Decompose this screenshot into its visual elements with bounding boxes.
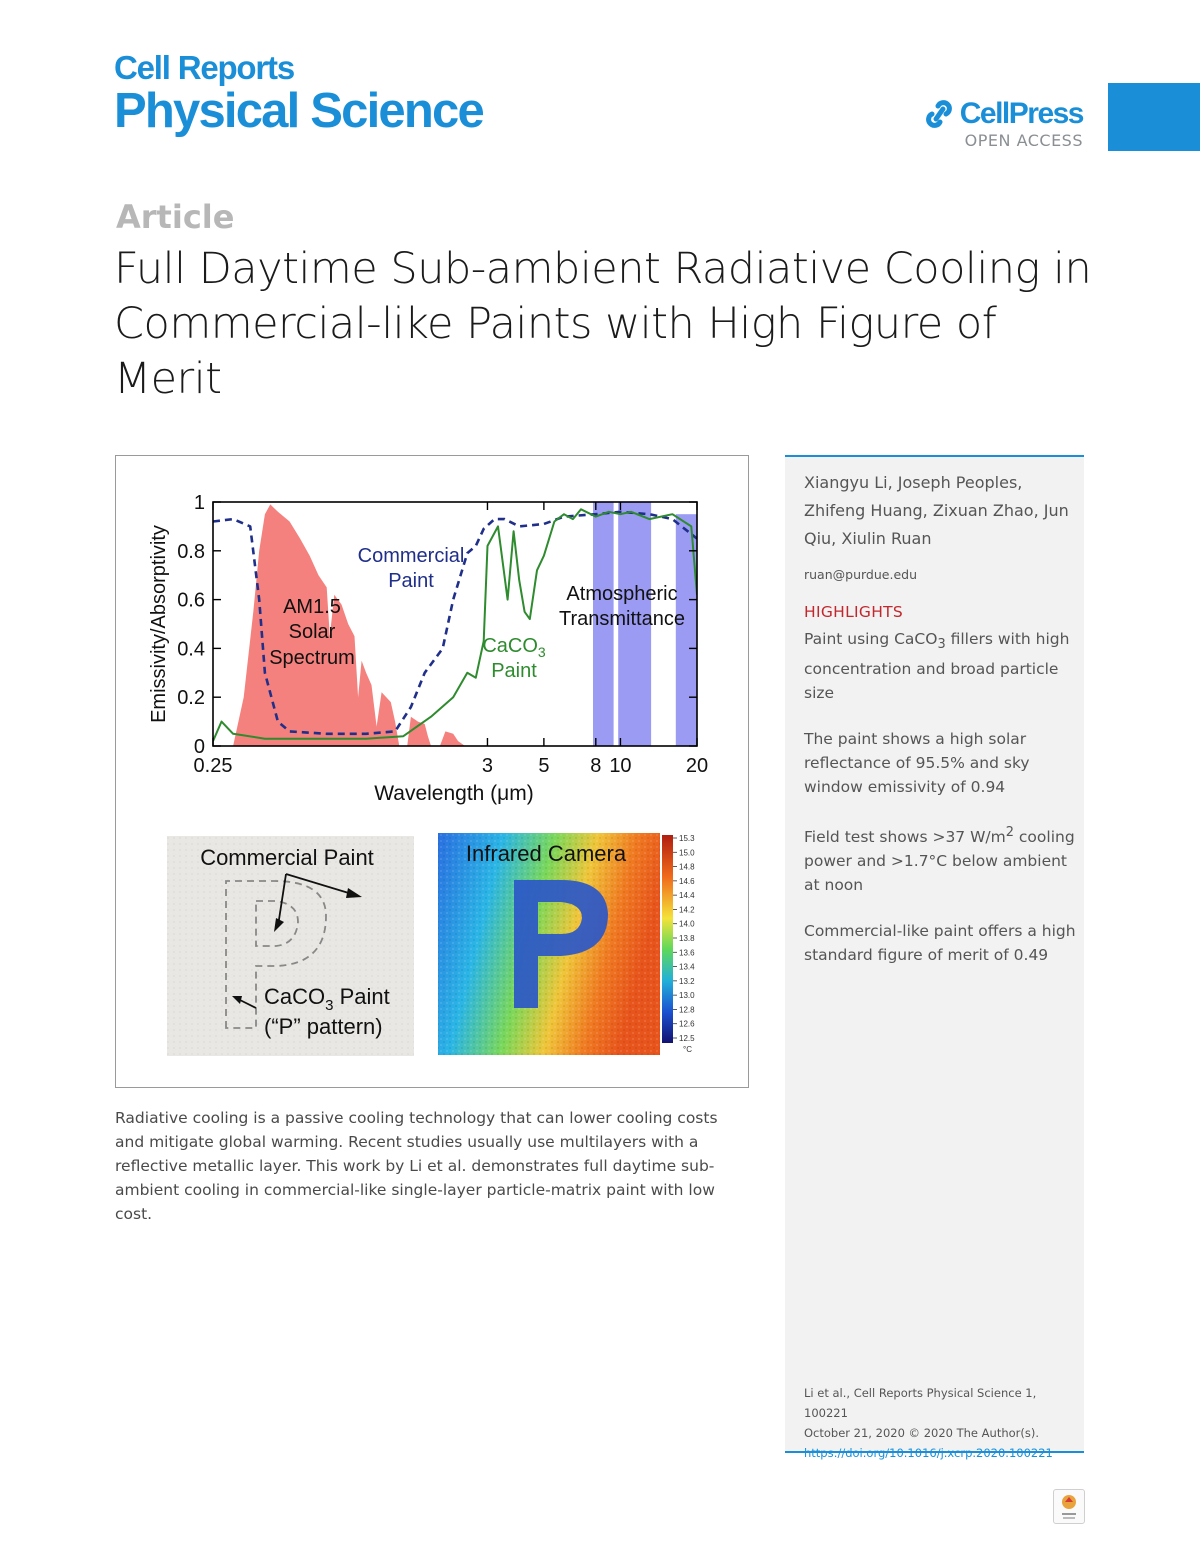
annotation-solar-line2: Solar [288,621,336,643]
colorbar-ticks [673,834,695,1043]
colorbar-tick-label: 12.8 [679,1005,695,1015]
highlight-1-text-b: fillers with high concentration and broad particle size [804,630,1070,703]
x-tick-label: 10 [609,755,632,777]
photo-label-caco3-tail: Paint [333,984,390,1009]
colorbar-tick-label: 14.0 [679,919,695,929]
citation-line-1: Li et al., Cell Reports Physical Science 1, 100221 [804,1386,1037,1420]
journal-name-line1: Cell Reports [114,49,294,86]
colorbar-tick-label: 13.8 [679,934,695,943]
y-tick-label: 0.2 [177,687,205,710]
highlight-item-3 [804,821,1076,897]
annotation-caco3-name: CaCO [482,635,538,657]
highlight-1-sub: 3 [937,637,946,653]
annotation-commercial-line2: Paint [388,570,434,592]
photo-label-caco3-sub: 3 [325,997,334,1014]
highlight-3-text-b: cooling power and >1.7°C below ambient at noon [804,828,1075,895]
corner-brand-tab [1108,83,1200,151]
journal-name-line2: Physical Science [114,84,483,138]
annotation-solar-line3: Spectrum [269,647,355,669]
x-tick-label: 3 [481,755,494,777]
cellpress-link-icon [922,99,956,129]
journal-logo [114,50,483,136]
colorbar-tick-label: 13.2 [679,976,695,986]
highlights-heading: HIGHLIGHTS [804,603,904,621]
y-tick-label: 0.8 [177,540,205,563]
y-tick-label: 0.6 [177,589,205,612]
y-tick-label: 0 [193,736,205,758]
colorbar-tick-label: 13.0 [679,991,695,1001]
highlight-1-text-a: Paint using CaCO [804,630,938,648]
infrared-panel-title: Infrared Camera [465,841,627,866]
corresponding-email[interactable]: ruan@purdue.edu [804,567,917,582]
colorbar-tick-label: 14.2 [679,905,695,915]
article-title: Full Daytime Sub-ambient Radiative Cooling in Commercial-like Paints with High Figure of Merit [114,244,1092,404]
annotation-atmo-line2: Transmittance [559,608,685,630]
check-updates-icon [1054,1490,1084,1523]
highlight-item-4: Commercial-like paint offers a high standard figure of merit of 0.49 [804,922,1076,965]
annotation-caco3-sub: 3 [537,644,546,660]
x-tick-label: 20 [685,755,709,777]
highlight-3-text-a: Field test shows >37 W/m [804,828,1006,847]
colorbar-tick-label: 15.0 [679,848,695,858]
photo-label-caco3-name: CaCO [264,984,326,1009]
doi-link[interactable]: https://doi.org/10.1016/j.xcrp.2020.100221 [804,1446,1053,1460]
x-axis-label: Wavelength (μm) [374,782,534,805]
check-for-updates-badge[interactable] [1053,1489,1085,1524]
photo-panel-title: Commercial Paint [200,845,374,870]
annotation-commercial [358,545,465,592]
infrared-panel [438,833,695,1055]
annotation-caco3-line1 [482,635,546,660]
photo-panel [167,836,414,1056]
author-list: Xiangyu Li, Joseph Peoples, Zhifeng Huang, Zixuan Zhao, Jun Qiu, Xiulin Ruan [804,473,1069,548]
photo-label-pattern: (“P” pattern) [264,1014,383,1039]
highlight-item-2: The paint shows a high solar reflectance of 95.5% and sky window emissivity of 0.94 [804,730,1030,797]
x-tick-label: 0.25 [193,755,233,777]
solar-spectrum-band [233,504,465,746]
colorbar [662,835,673,1043]
annotation-caco3 [482,635,546,682]
x-tick-label: 8 [590,755,602,777]
y-tick-label: 0.4 [177,638,205,661]
citation-block [804,1383,1076,1463]
y-tick-label: 1 [193,492,205,514]
publisher-logo [922,98,1083,150]
highlight-item-1 [804,627,1076,705]
colorbar-tick-label: 14.4 [679,891,695,901]
colorbar-tick-label: 14.6 [679,876,695,886]
highlight-3-sup: 2 [1005,825,1014,841]
annotation-solar-line1: AM1.5 [283,596,341,618]
annotation-caco3-line2: Paint [491,660,537,682]
y-axis-label: Emissivity/Absorptivity [148,525,170,723]
annotation-commercial-line1: Commercial [357,545,465,567]
publisher-name: CellPress [959,97,1083,130]
colorbar-tick-label: 12.5 [679,1034,695,1043]
colorbar-unit: °C [683,1045,692,1054]
summary-paragraph: Radiative cooling is a passive cooling technology that can lower cooling costs and mitigate global warming. Recent studies usually use multilayers with a reflective metallic layer. This work by Li et al. demonstrates full daytime sub-ambient cooling in commercial-like single-layer particle-matrix paint with low cost. [115,1109,718,1223]
annotation-atmo-line1: Atmospheric [566,583,678,605]
colorbar-tick-label: 15.3 [679,834,695,843]
article-type-label: Article [116,198,235,236]
open-access-label: OPEN ACCESS [964,131,1083,150]
colorbar-tick-label: 14.8 [679,862,695,872]
citation-line-2: October 21, 2020 © 2020 The Author(s). [804,1426,1040,1440]
colorbar-tick-label: 13.6 [679,948,695,958]
sidebar [785,455,1084,1460]
colorbar-tick-label: 13.4 [679,962,695,972]
x-tick-label: 5 [538,755,550,777]
colorbar-tick-label: 12.6 [679,1019,695,1029]
figure-canvas [116,456,750,1089]
graphical-abstract [115,455,749,1088]
highlights-list [804,627,1076,989]
